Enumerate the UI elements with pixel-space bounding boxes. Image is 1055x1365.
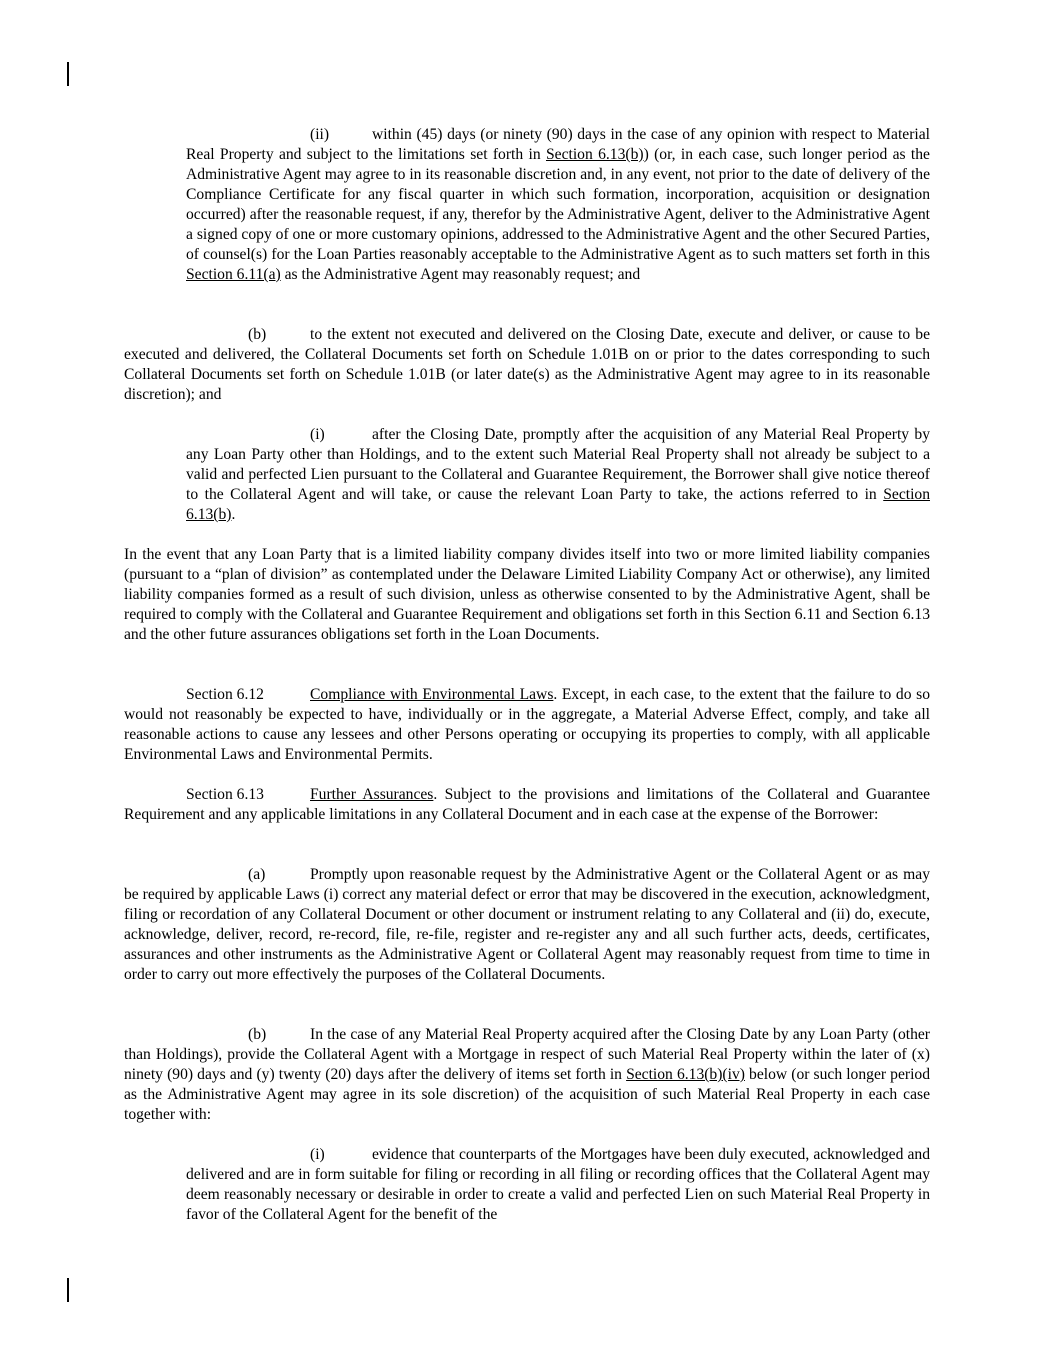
paragraph-llc-division: In the event that any Loan Party that is a limited liability company divides itself into two or more limited liability companies (pursuant to a “plan of division” as contemplated under the Delaware Limited Liability Company Act or otherwise), any limited liability companies formed as a result of such division, unless as otherwise consented to by the Administrative Agent, shall be required to comply with the Collateral and Guarantee Requirement and obligations set forth in this Section 6.11 and Section 6.13 and the other future assurances obligations set forth in the Loan Documents.	[124, 546, 930, 643]
revision-bar-bottom	[67, 1278, 69, 1302]
clause-label: (i)	[310, 1146, 325, 1163]
clause-label: (ii)	[310, 126, 330, 143]
paragraph-a-correct-defects: (a) Promptly upon reasonable request by the Administrative Agent or the Collateral Agent or as may be required by applicable Laws (i) correct any material defect or error that may be discovered in the execution, acknowledgment, filing or recordation of any Collateral Document or other document or instrument relating to any Collateral and (ii) do, execute, acknowledge, deliver, record, re-record, file, re-file, register and re-register any and all such further acts, deeds, certificates, assurances and other instruments as the Administrative Agent or Collateral Agent may reasonably request from time to time in order to carry out more effectively the purposes of the Collateral Documents.	[124, 866, 930, 983]
revision-bar-top	[67, 62, 69, 86]
clause-label: (b)	[248, 1026, 267, 1043]
paragraph-i-mortgage-counterparts: (i) evidence that counterparts of the Mortgages have been duly executed, acknowledged and delivered and are in form suitable for filing or recording in all filing or recording offices that the Collateral Agent may deem reasonably necessary or desirable in order to create a valid and perfected Lien on such Material Real Property in favor of the Collateral Agent for the benefit of the	[186, 1146, 930, 1223]
paragraph-i-material-real-property: (i) after the Closing Date, promptly after the acquisition of any Material Real Property by any Loan Party other than Holdings, and to the extent such Material Real Property shall not already be subject to a valid and perfected Lien pursuant to the Collateral and Guarantee Requirement, the Borrower shall give notice thereof to the Collateral Agent and will take, or cause the relevant Loan Party to take, the actions referred to in Section 6.13(b).	[186, 426, 930, 523]
clause-label: (a)	[248, 866, 266, 883]
section-heading: Further Assurances	[310, 786, 434, 803]
section-6-13-further-assurances: Section 6.13 Further Assurances. Subject to the provisions and limitations of the Collateral and Guarantee Requirement and any applicable limitations in any Collateral Document and in each case at the expense of the Borrower:	[124, 786, 931, 823]
section-number: Section 6.12	[186, 686, 264, 703]
paragraph-b-mortgage: (b) In the case of any Material Real Property acquired after the Closing Date by any Loan Party (other than Holdings), provide the Collateral Agent with a Mortgage in respect of such Material Real Property within the later of (x) ninety (90) days and (y) twenty (20) days after the delivery of items set forth in Section 6.13(b)(iv) below (or such longer period as the Administrative Agent may agree in its sole discretion) of the acquisition of such Material Real Property in each case together with:	[124, 1026, 930, 1123]
paragraph-b-collateral-documents: (b) to the extent not executed and delivered on the Closing Date, execute and deliver, or cause to be executed and delivered, the Collateral Documents set forth on Schedule 1.01B on or prior to the dates corresponding to such Collateral Documents set forth on Schedule 1.01B (or later date(s) as the Administrative Agent may agree to in its reasonable discretion); and	[124, 326, 930, 403]
paragraph-ii-opinion: (ii) within (45) days (or ninety (90) days in the case of any opinion with respect to Material Real Property and subject to the limitations set forth in Section 6.13(b)) (or, in each case, such longer period as the Administrative Agent may agree to in its reasonable discretion and, in any event, not prior to the date of delivery of the Compliance Certificate for any fiscal quarter in which such formation, incorporation, acquisition or designation occurred) after the reasonable request, if any, therefor by the Administrative Agent, deliver to the Administrative Agent a signed copy of one or more customary opinions, addressed to the Administrative Agent and the other Secured Parties, of counsel(s) for the Loan Parties reasonably acceptable to the Administrative Agent as to such matters set forth in this Section 6.11(a) as the Administrative Agent may reasonably request; and	[186, 126, 930, 283]
section-heading: Compliance with Environmental Laws	[310, 686, 554, 703]
section-number: Section 6.13	[186, 786, 264, 803]
cross-reference-link: Section 6.13(b)	[545, 146, 644, 163]
cross-reference-link: Section 6.13(b)	[186, 486, 930, 523]
cross-reference-link: Section 6.11(a)	[186, 266, 281, 283]
cross-reference-link: Section 6.13(b)(iv)	[626, 1066, 745, 1083]
clause-label: (b)	[248, 326, 267, 343]
section-6-12-environmental: Section 6.12 Compliance with Environmental Laws. Except, in each case, to the extent that the failure to do so would not reasonably be expected to have, individually or in the aggregate, a Material Adverse Effect, comply, and take all reasonable actions to cause any lessees and other Persons operating or occupying its properties to comply, with all applicable Environmental Laws and Environmental Permits.	[124, 686, 930, 763]
clause-label: (i)	[310, 426, 325, 443]
